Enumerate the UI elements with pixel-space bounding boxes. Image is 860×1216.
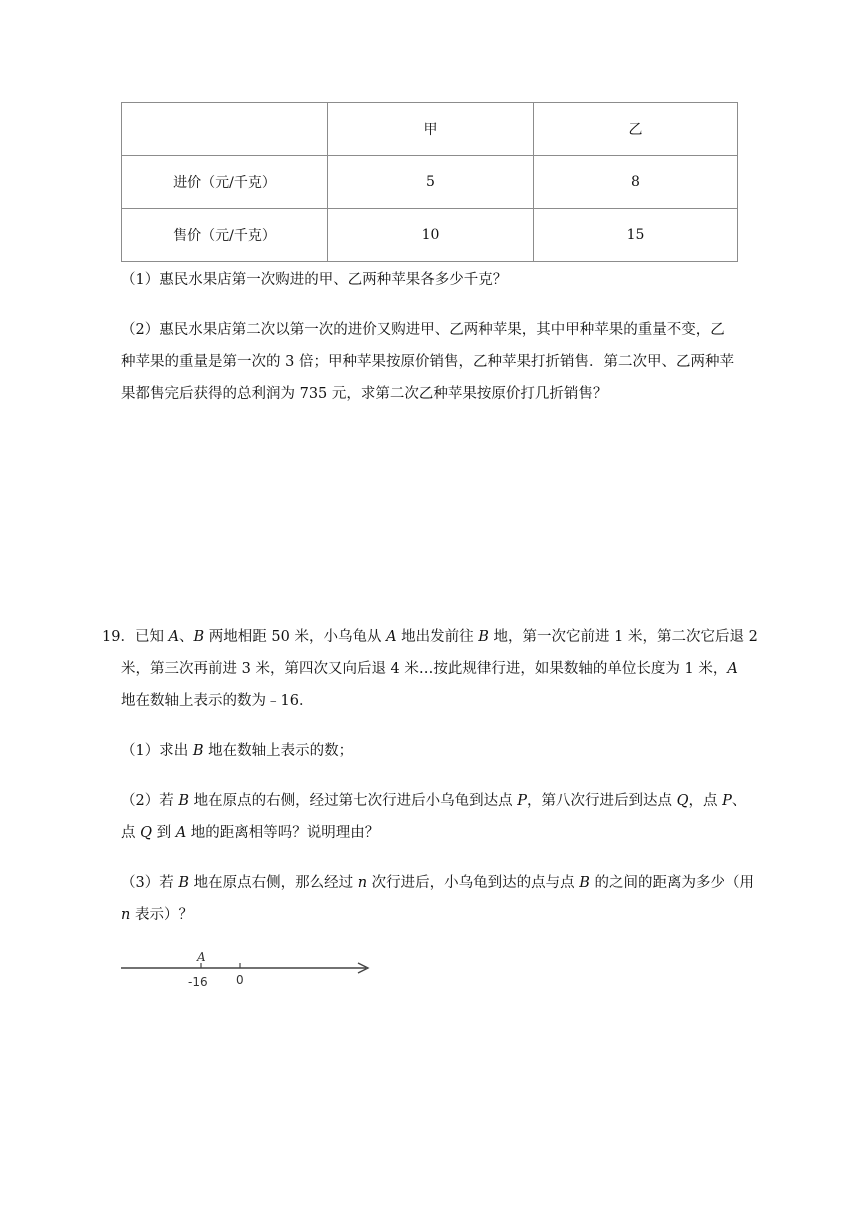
text: （1）求出 xyxy=(121,743,193,759)
var-a: A xyxy=(727,661,738,677)
tick-label-neg16: -16 xyxy=(188,975,208,989)
q18-part2-line2: 种苹果的重量是第一次的 3 倍；甲种苹果按原价销售，乙种苹果打折销售．第二次甲、乙两种苹 xyxy=(121,354,734,370)
text: 米，第三次再前进 3 米，第四次又向后退 4 米…按此规律行进，如果数轴的单位长度为 1 米， xyxy=(121,661,728,677)
var-b: B xyxy=(192,743,204,759)
var-b: B xyxy=(193,629,205,645)
text: 地在原点的右侧，经过第七次行进后小乌龟到达点 xyxy=(189,793,518,809)
text: 地的距离相等吗？说明理由？ xyxy=(186,825,380,841)
q19-part2-line2 xyxy=(121,823,379,843)
var-p: P xyxy=(722,793,732,809)
table-cell: 8 xyxy=(534,156,738,209)
table-row xyxy=(122,156,738,209)
var-p: P xyxy=(517,793,527,809)
text: ，第八次行进后到达点 xyxy=(526,793,677,809)
text: 表示）？ xyxy=(130,907,193,923)
tick-label-zero: 0 xyxy=(236,973,244,987)
table-cell: 甲 xyxy=(328,103,534,156)
q19-part2-line1 xyxy=(121,791,746,811)
number-line xyxy=(118,944,378,994)
text: ，点 xyxy=(688,793,723,809)
text: 到 xyxy=(152,825,176,841)
var-b: B xyxy=(178,875,189,891)
text: （3）若 xyxy=(121,875,179,891)
text: 、 xyxy=(731,793,747,809)
text: 19．已知 xyxy=(102,629,169,645)
table-cell: 进价（元/千克） xyxy=(122,156,328,209)
q19-part3-line2 xyxy=(121,905,193,925)
table-cell xyxy=(122,103,328,156)
q18-part2-line1: （2）惠民水果店第二次以第一次的进价又购进甲、乙两种苹果，其中甲种苹果的重量不变，乙 xyxy=(121,322,725,338)
q18-part1: （1）惠民水果店第一次购进的甲、乙两种苹果各多少千克？ xyxy=(121,272,508,288)
q19-part3-line1 xyxy=(121,873,754,893)
q19-line3: 地在数轴上表示的数为﹣16． xyxy=(121,693,314,709)
text: 两地相距 50 米，小乌龟从 xyxy=(204,629,387,645)
text: 地，第一次它前进 1 米，第二次它后退 2 xyxy=(488,629,758,645)
var-b: B xyxy=(478,629,489,645)
var-n: n xyxy=(357,875,368,891)
q19-line2 xyxy=(121,659,738,679)
var-a: A xyxy=(168,629,180,645)
table-cell: 10 xyxy=(328,209,534,262)
table-row xyxy=(122,209,738,262)
text: 、 xyxy=(179,629,194,645)
table-cell: 售价（元/千克） xyxy=(122,209,328,262)
price-table xyxy=(121,102,738,262)
table-cell: 5 xyxy=(328,156,534,209)
q18-part2-line3: 果都售完后获得的总利润为 735 元，求第二次乙种苹果按原价打几折销售？ xyxy=(121,386,608,402)
var-n: n xyxy=(121,907,131,923)
var-a: A xyxy=(386,629,397,645)
text: （2）若 xyxy=(121,793,179,809)
q19-line1 xyxy=(102,627,758,647)
text: 次行进后，小乌龟到达的点与点 xyxy=(367,875,580,891)
table-cell: 15 xyxy=(534,209,738,262)
var-b: B xyxy=(579,875,590,891)
table-cell: 乙 xyxy=(534,103,738,156)
var-a: A xyxy=(175,825,187,841)
text: 的之间的距离为多少（用 xyxy=(589,875,755,891)
var-b: B xyxy=(178,793,189,809)
text: 地出发前往 xyxy=(396,629,479,645)
text: 地在数轴上表示的数； xyxy=(203,743,354,759)
table-header-row xyxy=(122,103,738,156)
var-q: Q xyxy=(676,793,689,809)
q19-part1 xyxy=(121,741,353,761)
point-a-label: A xyxy=(197,950,206,964)
text: 地在原点右侧，那么经过 xyxy=(189,875,358,891)
var-q: Q xyxy=(140,825,152,841)
text: 点 xyxy=(121,825,141,841)
